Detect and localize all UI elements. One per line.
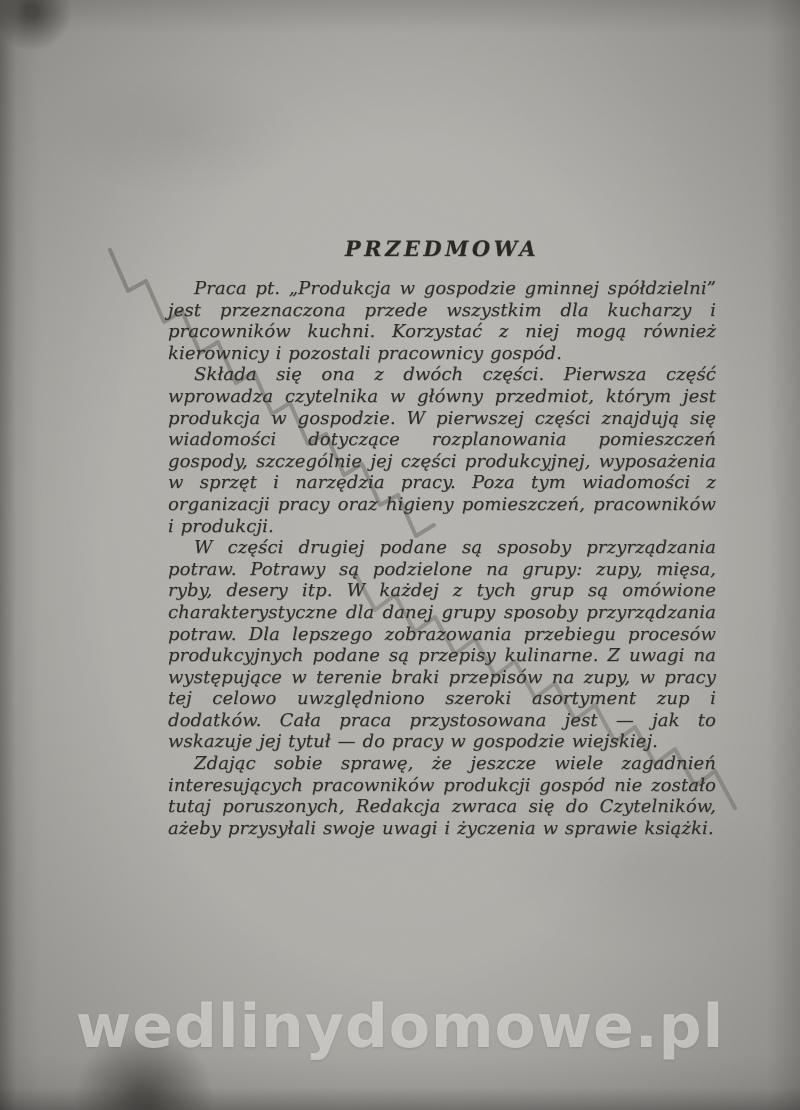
page-title: PRZEDMOWA bbox=[344, 236, 540, 261]
paragraph: Praca pt. „Produkcja w gospodzie gminnej spółdzielni” jest przeznaczona przede wszystkim dla kucharzy i pracowników kuchni. Korzystać z niej mogą również kierownicy i pozostali pracownicy gospód. bbox=[168, 278, 716, 364]
paragraph: W części drugiej podane są sposoby przyrządzania potraw. Potrawy są podzielone na grupy: zupy, mięsa, ryby, desery itp. W każdej z tych grup są omówione charakterystyczne dla danej grupy sposoby przyrządzania potraw. Dla lepszego zobrazowania przebiegu procesów produkcyjnych podane są przepisy kulinarne. Z uwagi na występujące w terenie braki przepisów na zupy, w pracy tej celowo uwzględniono szeroki asortyment zup i dodatków. Cała praca przystosowana jest — jak to wskazuje jej tytuł — do pracy w gospodzie wiejskiej. bbox=[168, 537, 716, 753]
paragraph: Składa się ona z dwóch części. Pierwsza część wprowadza czytelnika w główny przedmiot, którym jest produkcja w gospodzie. W pierwszej części znajdują się wiadomości dotyczące rozplanowania pomieszczeń gospody, szczególnie jej części produkcyjnej, wyposażenia w sprzęt i narzędzia pracy. Poza tym wiadomości z organizacji pracy oraz higieny pomieszczeń, pracowników i produkcji. bbox=[168, 364, 716, 537]
paragraph: Zdając sobie sprawę, że jeszcze wiele zagadnień interesujących pracowników produkcji gospód nie zostało tutaj poruszonych, Redakcja zwraca się do Czytelników, ażeby przysyłali swoje uwagi i życzenia w sprawie książki. bbox=[168, 753, 716, 839]
site-watermark: wedlinydomowe.pl bbox=[75, 992, 725, 1062]
page-content bbox=[168, 236, 716, 839]
